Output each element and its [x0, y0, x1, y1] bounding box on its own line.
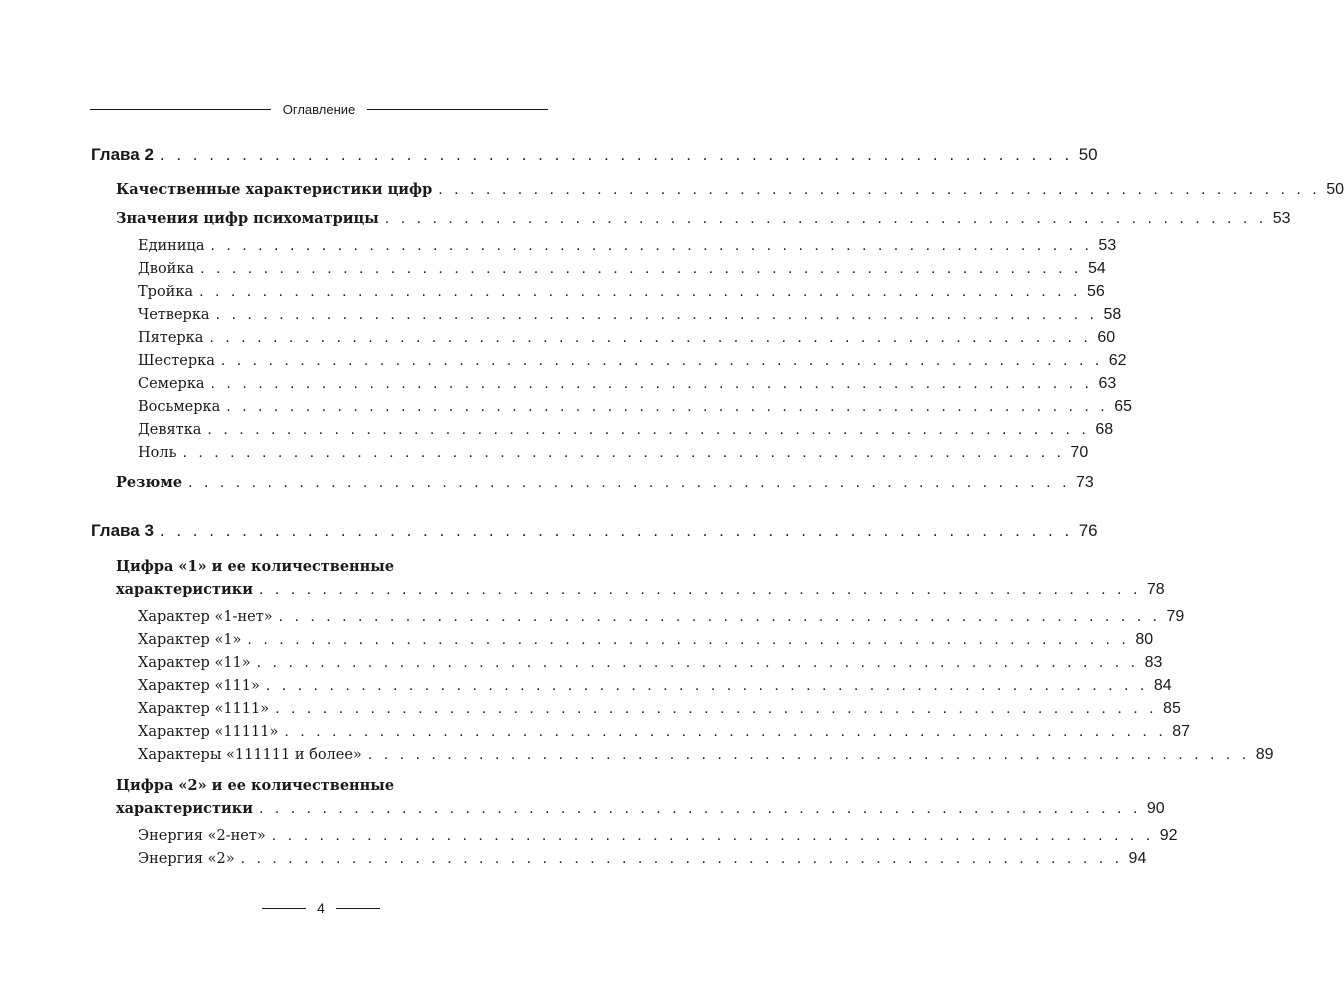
toc-entry-label-line1[interactable]: Цифра «1» и ее количественные	[116, 558, 395, 575]
toc-entry-page: 58	[1103, 306, 1122, 323]
toc-entry-subsection[interactable]	[138, 444, 1089, 462]
toc-entry-section[interactable]	[116, 181, 1344, 199]
toc-entry-page: 89	[1255, 746, 1274, 763]
footer-rule-right	[336, 908, 380, 909]
toc-entry-page: 65	[1114, 398, 1132, 415]
toc-entry-subsection[interactable]	[138, 631, 1154, 649]
toc-entry-subsection[interactable]	[138, 306, 1122, 324]
toc-entry-label: Глава 3	[91, 521, 154, 540]
toc-entry-page: 83	[1144, 654, 1163, 671]
dot-leader: . . . . . . . . . . . . . . . . . . . . . . . . . . . . . . . . . . . . . . . . . . . . . . . . . . . . . . . .	[159, 145, 1073, 164]
toc-entry-subsection[interactable]	[138, 723, 1191, 741]
toc-entry-label: Характер «1111»	[138, 701, 270, 717]
toc-entry-label: Тройка	[138, 284, 194, 300]
toc-entry-subsection[interactable]	[138, 654, 1163, 672]
toc-entry-subsection[interactable]	[138, 352, 1127, 370]
toc-entry-page: 92	[1159, 827, 1178, 844]
header-title: Оглавление	[282, 101, 356, 117]
dot-leader: . . . . . . . . . . . . . . . . . . . . . . . . . . . . . . . . . . . . . . . . . . . . . . . . . . . . . . . .	[240, 850, 1123, 867]
dot-leader: . . . . . . . . . . . . . . . . . . . . . . . . . . . . . . . . . . . . . . . . . . . . . . . . . . . . . . . .	[258, 800, 1141, 817]
toc-entry-page: 56	[1087, 283, 1105, 300]
toc-entry-label: Семерка	[138, 376, 205, 392]
toc-entry-subsection[interactable]	[138, 700, 1181, 718]
toc-entry-page: 68	[1095, 421, 1114, 438]
toc-entry-label: Характеры «111111 и более»	[138, 747, 362, 763]
dot-leader: . . . . . . . . . . . . . . . . . . . . . . . . . . . . . . . . . . . . . . . . . . . . . . . . . . . . . . . .	[209, 329, 1092, 346]
toc-entry-label: Характер «11»	[138, 655, 251, 671]
running-header	[90, 99, 548, 119]
toc-entry-label: Резюме	[116, 474, 183, 491]
toc-entry-page: 90	[1146, 800, 1165, 817]
toc-entry-subsection[interactable]	[138, 260, 1106, 278]
dot-leader: . . . . . . . . . . . . . . . . . . . . . . . . . . . . . . . . . . . . . . . . . . . . . . . . . . . . . . . .	[271, 827, 1154, 844]
dot-leader: . . . . . . . . . . . . . . . . . . . . . . . . . . . . . . . . . . . . . . . . . . . . . . . . . . . . . . . .	[159, 521, 1073, 540]
dot-leader: . . . . . . . . . . . . . . . . . . . . . . . . . . . . . . . . . . . . . . . . . . . . . . . . . . . . . . . .	[256, 654, 1139, 671]
dot-leader: . . . . . . . . . . . . . . . . . . . . . . . . . . . . . . . . . . . . . . . . . . . . . . . . . . . . . . . .	[367, 746, 1250, 763]
toc-entry-label: Характер «1-нет»	[138, 609, 273, 625]
toc-entry-label: Значения цифр психоматрицы	[116, 210, 379, 227]
toc-entry-subsection[interactable]	[138, 827, 1178, 845]
toc-entry-label: Девятка	[138, 422, 202, 438]
toc-entry-page: 60	[1097, 329, 1116, 346]
dot-leader: . . . . . . . . . . . . . . . . . . . . . . . . . . . . . . . . . . . . . . . . . . . . . . . . . . . . . . . .	[210, 375, 1093, 392]
toc-entry-label: Глава 2	[91, 145, 154, 164]
toc-entry-chapter[interactable]	[91, 145, 1098, 165]
toc-entry-page: 73	[1076, 474, 1094, 491]
toc-entry-section[interactable]	[116, 581, 1165, 599]
toc-entry-label: характеристики	[116, 581, 253, 598]
toc-entry-page: 80	[1135, 631, 1154, 648]
dot-leader: . . . . . . . . . . . . . . . . . . . . . . . . . . . . . . . . . . . . . . . . . . . . . . . . . . . . . . . .	[210, 237, 1093, 254]
dot-leader: . . . . . . . . . . . . . . . . . . . . . . . . . . . . . . . . . . . . . . . . . . . . . . . . . . . . . . . .	[284, 723, 1167, 740]
toc-entry-section[interactable]	[116, 474, 1094, 492]
toc-entry-label-line1[interactable]: Цифра «2» и ее количественные	[116, 777, 395, 794]
toc-entry-page: 78	[1146, 581, 1165, 598]
toc-entry-page: 79	[1166, 608, 1185, 625]
toc-entry-subsection[interactable]	[138, 283, 1105, 301]
dot-leader: . . . . . . . . . . . . . . . . . . . . . . . . . . . . . . . . . . . . . . . . . . . . . . . . . . . . . . . .	[258, 581, 1141, 598]
page-footer	[262, 898, 380, 918]
dot-leader: . . . . . . . . . . . . . . . . . . . . . . . . . . . . . . . . . . . . . . . . . . . . . . . . . . . . . . . .	[200, 260, 1082, 277]
toc-entry-page: 62	[1108, 352, 1127, 369]
toc-entry-page: 50	[1078, 145, 1098, 164]
toc-entry-chapter[interactable]	[91, 521, 1098, 541]
dot-leader: . . . . . . . . . . . . . . . . . . . . . . . . . . . . . . . . . . . . . . . . . . . . . . . . . . . . . . . .	[220, 352, 1103, 369]
dot-leader: . . . . . . . . . . . . . . . . . . . . . . . . . . . . . . . . . . . . . . . . . . . . . . . . . . . . . . . .	[207, 421, 1090, 438]
toc-entry-label: характеристики	[116, 800, 253, 817]
dot-leader: . . . . . . . . . . . . . . . . . . . . . . . . . . . . . . . . . . . . . . . . . . . . . . . . . . . . . . . .	[247, 631, 1130, 648]
toc-entry-page: 53	[1272, 210, 1291, 227]
dot-leader: . . . . . . . . . . . . . . . . . . . . . . . . . . . . . . . . . . . . . . . . . . . . . . . . . . . . . . . .	[278, 608, 1161, 625]
toc-entry-label: Характер «111»	[138, 678, 260, 694]
toc-entry-section[interactable]	[116, 210, 1291, 228]
toc-entry-subsection[interactable]	[138, 850, 1147, 868]
toc-entry-label: Пятерка	[138, 330, 204, 346]
dot-leader: . . . . . . . . . . . . . . . . . . . . . . . . . . . . . . . . . . . . . . . . . . . . . . . . . . . . . . . .	[226, 398, 1109, 415]
dot-leader: . . . . . . . . . . . . . . . . . . . . . . . . . . . . . . . . . . . . . . . . . . . . . . . . . . . . . . . .	[199, 283, 1081, 300]
toc-entry-subsection[interactable]	[138, 237, 1117, 255]
toc-entry-page: 70	[1070, 444, 1089, 461]
header-rule-left	[90, 109, 271, 110]
toc-entry-label: Энергия «2»	[138, 851, 235, 867]
toc-entry-page: 53	[1098, 237, 1117, 254]
toc-entry-page: 87	[1172, 723, 1191, 740]
toc-entry-page: 50	[1326, 181, 1344, 198]
dot-leader: . . . . . . . . . . . . . . . . . . . . . . . . . . . . . . . . . . . . . . . . . . . . . . . . . . . . . . . .	[182, 444, 1065, 461]
toc-entry-subsection[interactable]	[138, 608, 1185, 626]
toc-entry-page: 84	[1153, 677, 1172, 694]
dot-leader: . . . . . . . . . . . . . . . . . . . . . . . . . . . . . . . . . . . . . . . . . . . . . . . . . . . . . . . .	[438, 181, 1321, 198]
dot-leader: . . . . . . . . . . . . . . . . . . . . . . . . . . . . . . . . . . . . . . . . . . . . . . . . . . . . . . . .	[265, 677, 1148, 694]
toc-entry-label: Двойка	[138, 261, 195, 277]
toc-entry-page: 76	[1078, 521, 1098, 540]
header-rule-right	[367, 109, 548, 110]
toc-entry-label: Качественные характеристики цифр	[116, 181, 433, 198]
toc-entry-subsection[interactable]	[138, 375, 1117, 393]
toc-entry-label: Энергия «2-нет»	[138, 828, 266, 844]
toc-entry-subsection[interactable]	[138, 421, 1114, 439]
toc-entry-subsection[interactable]	[138, 329, 1116, 347]
toc-entry-label: Характер «11111»	[138, 724, 279, 740]
toc-entry-label: Шестерка	[138, 353, 215, 369]
toc-entry-subsection[interactable]	[138, 677, 1172, 695]
dot-leader: . . . . . . . . . . . . . . . . . . . . . . . . . . . . . . . . . . . . . . . . . . . . . . . . . . . . . . . .	[275, 700, 1158, 717]
toc-entry-label: Единица	[138, 238, 205, 254]
toc-entry-label: Восьмерка	[138, 399, 221, 415]
dot-leader: . . . . . . . . . . . . . . . . . . . . . . . . . . . . . . . . . . . . . . . . . . . . . . . . . . . . . . . .	[188, 474, 1071, 491]
dot-leader: . . . . . . . . . . . . . . . . . . . . . . . . . . . . . . . . . . . . . . . . . . . . . . . . . . . . . . . .	[215, 306, 1098, 323]
toc-entry-label: Ноль	[138, 445, 177, 461]
toc-entry-label: Характер «1»	[138, 632, 242, 648]
dot-leader: . . . . . . . . . . . . . . . . . . . . . . . . . . . . . . . . . . . . . . . . . . . . . . . . . . . . . . . .	[384, 210, 1267, 227]
page-number: 4	[317, 900, 325, 916]
toc-entry-page: 85	[1163, 700, 1181, 717]
toc-entry-page: 63	[1098, 375, 1117, 392]
toc-entry-subsection[interactable]	[138, 398, 1132, 416]
toc-entry-page: 54	[1088, 260, 1106, 277]
toc-entry-subsection[interactable]	[138, 746, 1274, 764]
toc-entry-page: 94	[1128, 850, 1147, 867]
toc-entry-label: Четверка	[138, 307, 210, 323]
toc-entry-section[interactable]	[116, 800, 1165, 818]
footer-rule-left	[262, 908, 306, 909]
